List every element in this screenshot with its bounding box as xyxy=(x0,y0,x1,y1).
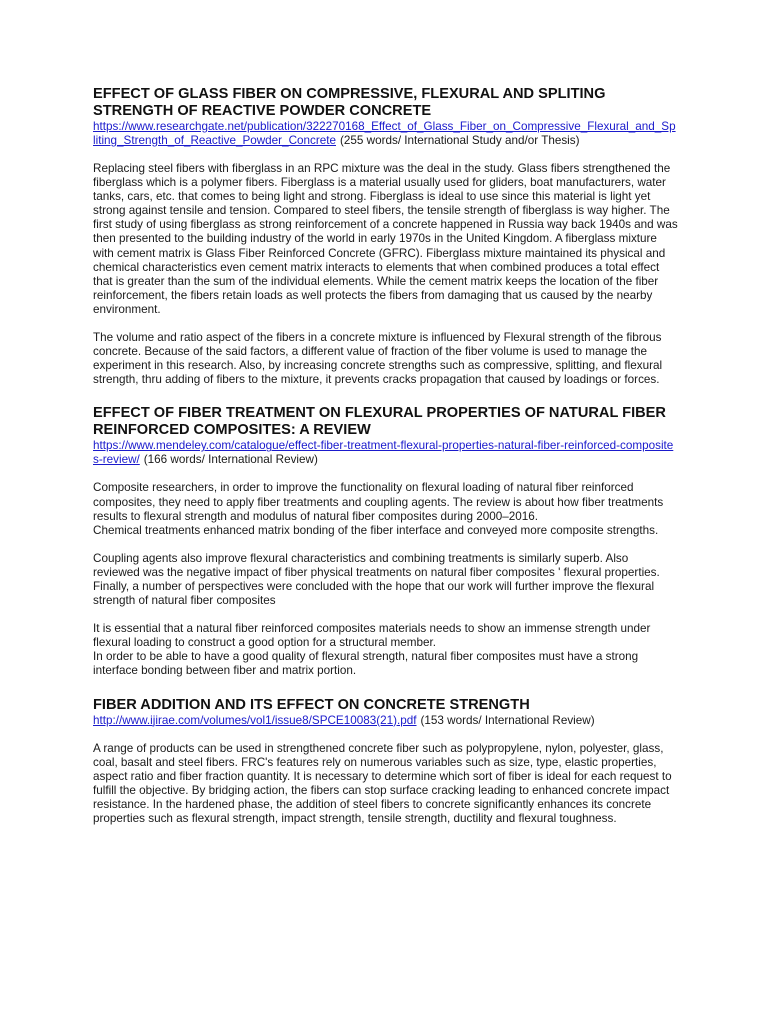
paragraph: Coupling agents also improve flexural characteristics and combining treatments is similarly superb. Also reviewed was the negative impact of fiber physical treatments on natural fiber composites ' flexural properties. Finally, a number of perspectives were concluded with the hope that our work will further improve the flexural strength of natural fiber composites xyxy=(93,551,660,608)
word-count-meta: (153 words/ International Review) xyxy=(420,713,595,727)
section-fiber-addition xyxy=(93,697,678,827)
section-fiber-treatment xyxy=(93,405,678,678)
paragraph: Chemical treatments enhanced matrix bonding of the fiber interface and conveyed more composite strengths. xyxy=(93,523,659,537)
section-title: EFFECT OF GLASS FIBER ON COMPRESSIVE, FLEXURAL AND SPLITING STRENGTH OF REACTIVE POWDER CONCRETE xyxy=(93,86,606,119)
paragraph: Composite researchers, in order to improve the functionality on flexural loading of natural fiber reinforced composites, they need to apply fiber treatments and coupling agents. The review is about how fiber treatments results to flexural strength and modulus of natural fiber composites during 2000–2016. xyxy=(93,481,664,523)
word-count-meta: (255 words/ International Study and/or Thesis) xyxy=(340,134,580,147)
paragraph: The volume and ratio aspect of the fibers in a concrete mixture is influenced by Flexural strength of the fibrous concrete. Because of the said factors, a different value of fraction of the fiber volume is used to manage the experiment in this research. Also, by increasing concrete strengths such as compressive, splitting, and flexural strength, thru adding of fibers to the mixture, it prevents cracks propagation that caused by loadings or forces. xyxy=(93,331,663,387)
source-link[interactable]: https://www.researchgate.net/publication/322270168_Effect_of_Glass_Fiber_on_Compressive_Flexural_and_Spliting_Strength_of_Reactive_Powder_Concrete xyxy=(93,120,676,147)
section-title: EFFECT OF FIBER TREATMENT ON FLEXURAL PROPERTIES OF NATURAL FIBER REINFORCED COMPOSITES: A REVIEW xyxy=(93,405,666,439)
source-link[interactable]: http://www.ijirae.com/volumes/vol1/issue8/SPCE10083(21).pdf xyxy=(93,713,417,727)
word-count-meta: (166 words/ International Review) xyxy=(143,453,318,467)
paragraph: In order to be able to have a good quality of flexural strength, natural fiber composites must have a strong interface bonding between fiber and matrix portion. xyxy=(93,650,639,678)
source-line xyxy=(93,439,678,467)
section-title: FIBER ADDITION AND ITS EFFECT ON CONCRETE STRENGTH xyxy=(93,696,530,713)
paragraph: A range of products can be used in strengthened concrete fiber such as polypropylene, nylon, polyester, glass, coal, basalt and steel fibers. FRC's features rely on numerous variables such as size, type, elastic properties, aspect ratio and fiber fraction quantity. It is necessary to determine which sort of fiber is ideal for each request to fulfill the objective. By bridging action, the fibers can stop surface cracking leading to enhanced concrete impact resistance. In the hardened phase, the addition of steel fibers to concrete significantly enhances its concrete properties such as flexural strength, impact strength, tensile strength, ductility and flexural toughness. xyxy=(93,741,672,825)
section-glass-fiber xyxy=(93,86,678,387)
paragraph: Replacing steel fibers with fiberglass in an RPC mixture was the deal in the study. Glass fibers strengthened the fiberglass which is a polymer fibers. Fiberglass is a material usually used for gliders, boat manufacturers, water tanks, cars, etc. that comes to being light and strong. Fiberglass is ideal to use since this material is light yet strong against tensile and tension. Compared to steel fibers, the tensile strength of fiberglass is way higher. The first study of using fiberglass as strong reinforcement of a concrete happened in Russia way back 1940s and was then presented to the building industry of the world in early 1970s in the United Kingdom. A fiberglass mixture with cement matrix is Glass Fiber Reinforced Concrete (GFRC). Fiberglass mixture maintained its physical and chemical characteristics even cement matrix interacts to elements that when combined produces a total effect that is greater than the sum of the individual elements. While the cement matrix keeps the location of the fiber reinforcement, the fibers retain loads as well protects the fibers from damaging that us caused by the nearby environment. xyxy=(93,162,678,316)
source-line xyxy=(93,714,678,728)
source-link[interactable]: https://www.mendeley.com/catalogue/effect-fiber-treatment-flexural-properties-natural-fiber-reinforced-composites-review/ xyxy=(93,439,674,467)
source-line xyxy=(93,120,678,148)
paragraph: It is essential that a natural fiber reinforced composites materials needs to show an immense strength under flexural loading to construct a good option for a structural member. xyxy=(93,622,651,650)
